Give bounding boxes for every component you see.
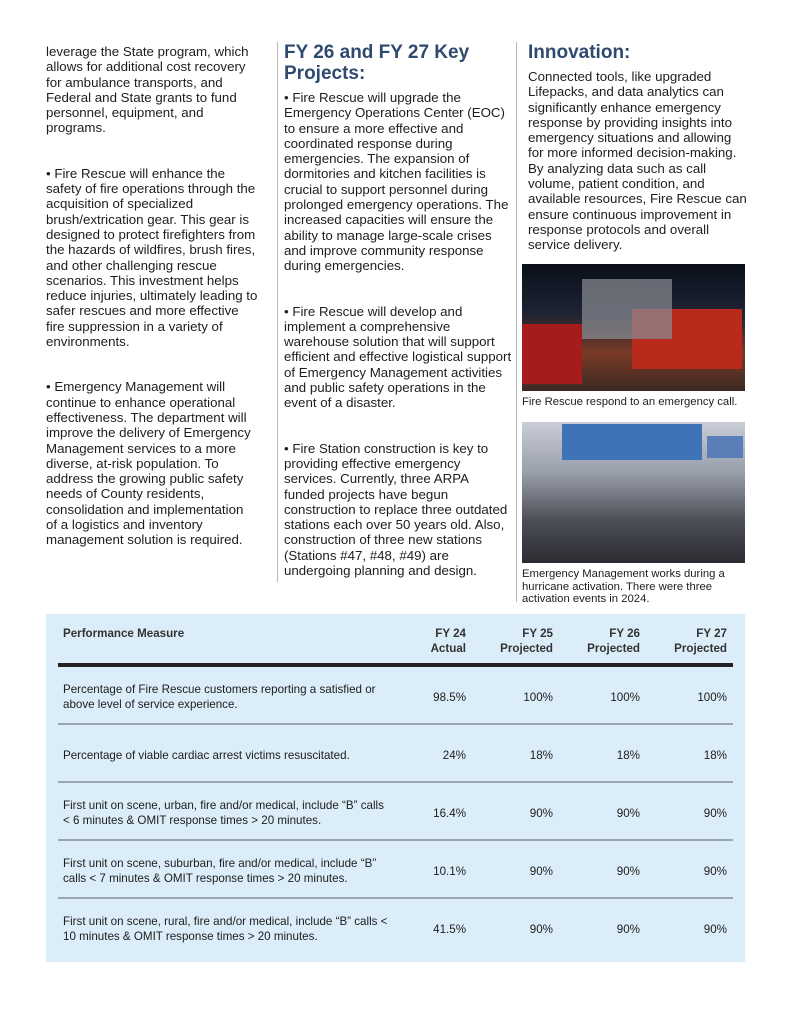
paragraph: leverage the State program, which allows for additional cost recovery for ambulance transports, and Federal and State grants to fund personnel, equipment, and programs. [46, 44, 249, 136]
fire-rescue-photo [522, 264, 745, 391]
column-divider [277, 42, 278, 582]
measure-label: First unit on scene, suburban, fire and/or medical, include “B” calls < 7 minutes & OMIT response times > 20 minutes. [63, 857, 377, 885]
measure-label: Percentage of viable cardiac arrest victims resuscitated. [63, 749, 350, 762]
emergency-operations-photo [522, 422, 745, 563]
column-middle [284, 42, 512, 608]
measure-value: 10.1% [433, 865, 466, 878]
measure-value: 90% [616, 807, 640, 820]
row-divider [58, 897, 733, 899]
paragraph: • Fire Rescue will develop and implement a comprehensive warehouse solution that will support efficient and effective logistical support of Emergency Management activities and public safety operations in the event of a disaster. [284, 303, 512, 411]
measure-value: 90% [529, 865, 553, 878]
header-fy24: FY 24 Actual [430, 627, 466, 655]
measure-value: 90% [703, 807, 727, 820]
paragraph: • Fire Station construction is key to providing effective emergency services. Currently, three ARPA funded projects have begun construction to replace three outdated stations each over 50 years old. Also, construction of three new stations (Stations #47, #48, #49) are undergoing planning and design. [284, 440, 508, 579]
measure-value: 90% [529, 807, 553, 820]
row-divider [58, 723, 733, 725]
paragraph: • Fire Rescue will enhance the safety of fire operations through the acquisition of specialized brush/extrication gear. This gear is designed to protect firefighters from the hazards of wildfires, brush fires, and other challenging rescue scenarios. This investment helps reduce injuries, ultimately leading to safer rescues and more effective fire suppression in a variety of environments. [46, 165, 258, 350]
measure-value: 90% [616, 865, 640, 878]
header-measure: Performance Measure [63, 627, 185, 640]
measure-value: 90% [703, 923, 727, 936]
table-row [58, 798, 733, 832]
row-divider [58, 839, 733, 841]
header-fy27: FY 27 Projected [674, 627, 727, 655]
table-row [58, 740, 733, 774]
measure-value: 90% [529, 923, 553, 936]
measure-label: First unit on scene, rural, fire and/or medical, include “B” calls < 10 minutes & OMIT response times > 20 minutes. [63, 915, 388, 943]
table-row [58, 682, 733, 716]
header-fy26: FY 26 Projected [587, 627, 640, 655]
measure-value: 18% [529, 749, 553, 762]
measure-value: 100% [697, 691, 727, 704]
table-row [58, 856, 733, 890]
measure-label: First unit on scene, urban, fire and/or medical, include “B” calls < 6 minutes & OMIT response times > 20 minutes. [63, 799, 384, 827]
measure-value: 90% [616, 923, 640, 936]
measure-value: 100% [523, 691, 553, 704]
header-fy25: FY 25 Projected [500, 627, 553, 655]
measure-value: 98.5% [433, 691, 466, 704]
paragraph: • Emergency Management will continue to enhance operational effectiveness. The department will improve the delivery of Emergency Management services to a more diverse, at-risk population. To address the growing public safety needs of County residents, consolidation and implementation of a logistics and inventory management solution is required. [46, 379, 251, 548]
key-projects-heading: FY 26 and FY 27 Key Projects: [284, 42, 470, 84]
header-rule [58, 663, 733, 667]
row-divider [58, 781, 733, 783]
measure-value: 41.5% [433, 923, 466, 936]
measure-value: 24% [442, 749, 466, 762]
measure-value: 18% [616, 749, 640, 762]
performance-measures-table [46, 614, 745, 962]
table-header [58, 626, 733, 660]
paragraph: Connected tools, like upgraded Lifepacks, and data analytics can significantly enhance emergency response by providing insights into emergency situations and allowing for more informed decision-making. By analyzing data such as call volume, patient condition, and available resources, Fire Rescue can ensure continuous improvement in response protocols and overall service delivery. [528, 69, 747, 253]
innovation-heading: Innovation: [528, 42, 631, 63]
column-divider [516, 42, 517, 602]
table-row [58, 914, 733, 948]
paragraph: • Fire Rescue will upgrade the Emergency Operations Center (EOC) to ensure a more effective and coordinated response during emergencies. The expansion of dormitories and kitchen facilities is crucial to support personnel during prolonged emergency operations. The increased capacities will ensure the ability to manage large-scale crises and improve community response during emergencies. [284, 90, 509, 274]
column-left [46, 44, 258, 578]
measure-label: Percentage of Fire Rescue customers reporting a satisfied or above level of service experience. [63, 683, 376, 711]
column-right [528, 42, 748, 283]
measure-value: 18% [703, 749, 727, 762]
photo-caption: Fire Rescue respond to an emergency call. [522, 396, 738, 408]
measure-value: 90% [703, 865, 727, 878]
photo-caption: Emergency Management works during a hurricane activation. There were three activation events in 2024. [522, 568, 725, 605]
measure-value: 100% [610, 691, 640, 704]
measure-value: 16.4% [433, 807, 466, 820]
